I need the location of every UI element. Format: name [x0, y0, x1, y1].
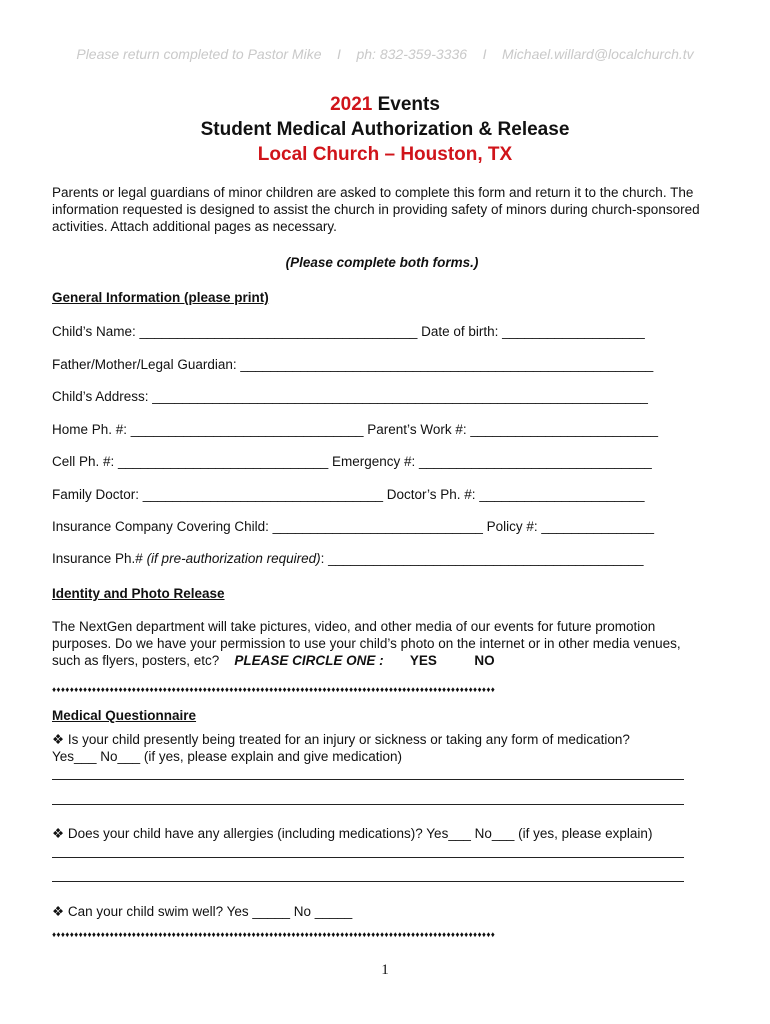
title-events: Events: [377, 94, 440, 115]
photo-release-heading: Identity and Photo Release: [52, 586, 225, 601]
medical-heading: Medical Questionnaire: [52, 708, 197, 723]
photo-no-option[interactable]: NO: [474, 653, 495, 668]
title-year-line: [0, 92, 770, 117]
title-year: 2021: [330, 94, 373, 115]
medical-question-1: ❖ Is your child presently being treated for an injury or sickness or taking any form of medication?: [52, 732, 630, 747]
insurance-phone-blank: : __________________________________________: [320, 551, 644, 566]
answer-line-1[interactable]: [52, 779, 684, 780]
circle-one-label: PLEASE CIRCLE ONE :: [234, 653, 384, 668]
intro-paragraph: Parents or legal guardians of minor children are asked to complete this form and return it to the church. The information requested is designed to assist the church in providing safety of minors during church-sponsored activities. Attach additional pages as necessary.: [52, 185, 700, 234]
home-phone-row[interactable]: Home Ph. #: _______________________________ Parent’s Work #: _________________________: [52, 422, 659, 437]
answer-line-4[interactable]: [52, 881, 684, 882]
title-form-name: Student Medical Authorization & Release: [200, 119, 570, 140]
answer-line-3[interactable]: [52, 857, 684, 858]
medical-question-3[interactable]: ❖ Can your child swim well? Yes _____ No _____: [52, 904, 353, 919]
title-church: Local Church – Houston, TX: [257, 144, 513, 165]
medical-question-2[interactable]: ❖ Does your child have any allergies (including medications)? Yes___ No___ (if yes, please explain): [52, 826, 653, 841]
photo-yes-option[interactable]: YES: [409, 653, 437, 668]
return-instructions-header: Please return completed to Pastor Mike I ph: 832-359-3336 I Michael.willard@localchurch.tv: [76, 46, 694, 62]
answer-line-2[interactable]: [52, 804, 684, 805]
section-divider-top: ♦♦♦♦♦♦♦♦♦♦♦♦♦♦♦♦♦♦♦♦♦♦♦♦♦♦♦♦♦♦♦♦♦♦♦♦♦♦♦♦♦♦♦♦♦♦♦♦♦♦♦♦♦♦♦♦♦♦♦♦♦♦♦♦♦♦♦♦♦♦♦♦♦♦♦♦♦♦♦♦♦♦♦♦♦♦♦♦♦♦♦♦♦♦♦♦♦♦♦♦: [52, 685, 496, 694]
cell-phone-row[interactable]: Cell Ph. #: ____________________________ Emergency #: _______________________________: [52, 454, 652, 469]
photo-release-paragraph: [52, 618, 702, 669]
insurance-phone-label: Insurance Ph.#: [52, 551, 147, 566]
photo-release-text: The NextGen department will take pictures, video, and other media of our events for future promotion purposes. Do we have your permission to use your child’s photo on the internet or in other media venues, such as flyers, posters, etc?: [52, 619, 681, 668]
insurance-phone-row[interactable]: [52, 551, 644, 566]
insurance-phone-note: (if pre-authorization required): [146, 551, 321, 566]
childs-address-row[interactable]: Child’s Address: __________________________________________________________________: [52, 389, 648, 404]
childs-name-row[interactable]: Child’s Name: _____________________________________ Date of birth: ___________________: [52, 324, 645, 339]
form-title-block: [0, 92, 770, 167]
insurance-company-row[interactable]: Insurance Company Covering Child: ____________________________ Policy #: _______________: [52, 519, 654, 534]
section-divider-bottom: ♦♦♦♦♦♦♦♦♦♦♦♦♦♦♦♦♦♦♦♦♦♦♦♦♦♦♦♦♦♦♦♦♦♦♦♦♦♦♦♦♦♦♦♦♦♦♦♦♦♦♦♦♦♦♦♦♦♦♦♦♦♦♦♦♦♦♦♦♦♦♦♦♦♦♦♦♦♦♦♦♦♦♦♦♦♦♦♦♦♦♦♦♦♦♦♦♦♦♦♦: [52, 930, 496, 939]
medical-question-1-yesno[interactable]: Yes___ No___ (if yes, please explain and give medication): [52, 749, 402, 764]
complete-both-note: (Please complete both forms.): [285, 255, 479, 270]
guardian-row[interactable]: Father/Mother/Legal Guardian: _______________________________________________________: [52, 357, 654, 372]
page-number: 1: [381, 962, 389, 978]
family-doctor-row[interactable]: Family Doctor: ________________________________ Doctor’s Ph. #: ______________________: [52, 487, 645, 502]
general-info-heading: General Information (please print): [52, 290, 269, 305]
